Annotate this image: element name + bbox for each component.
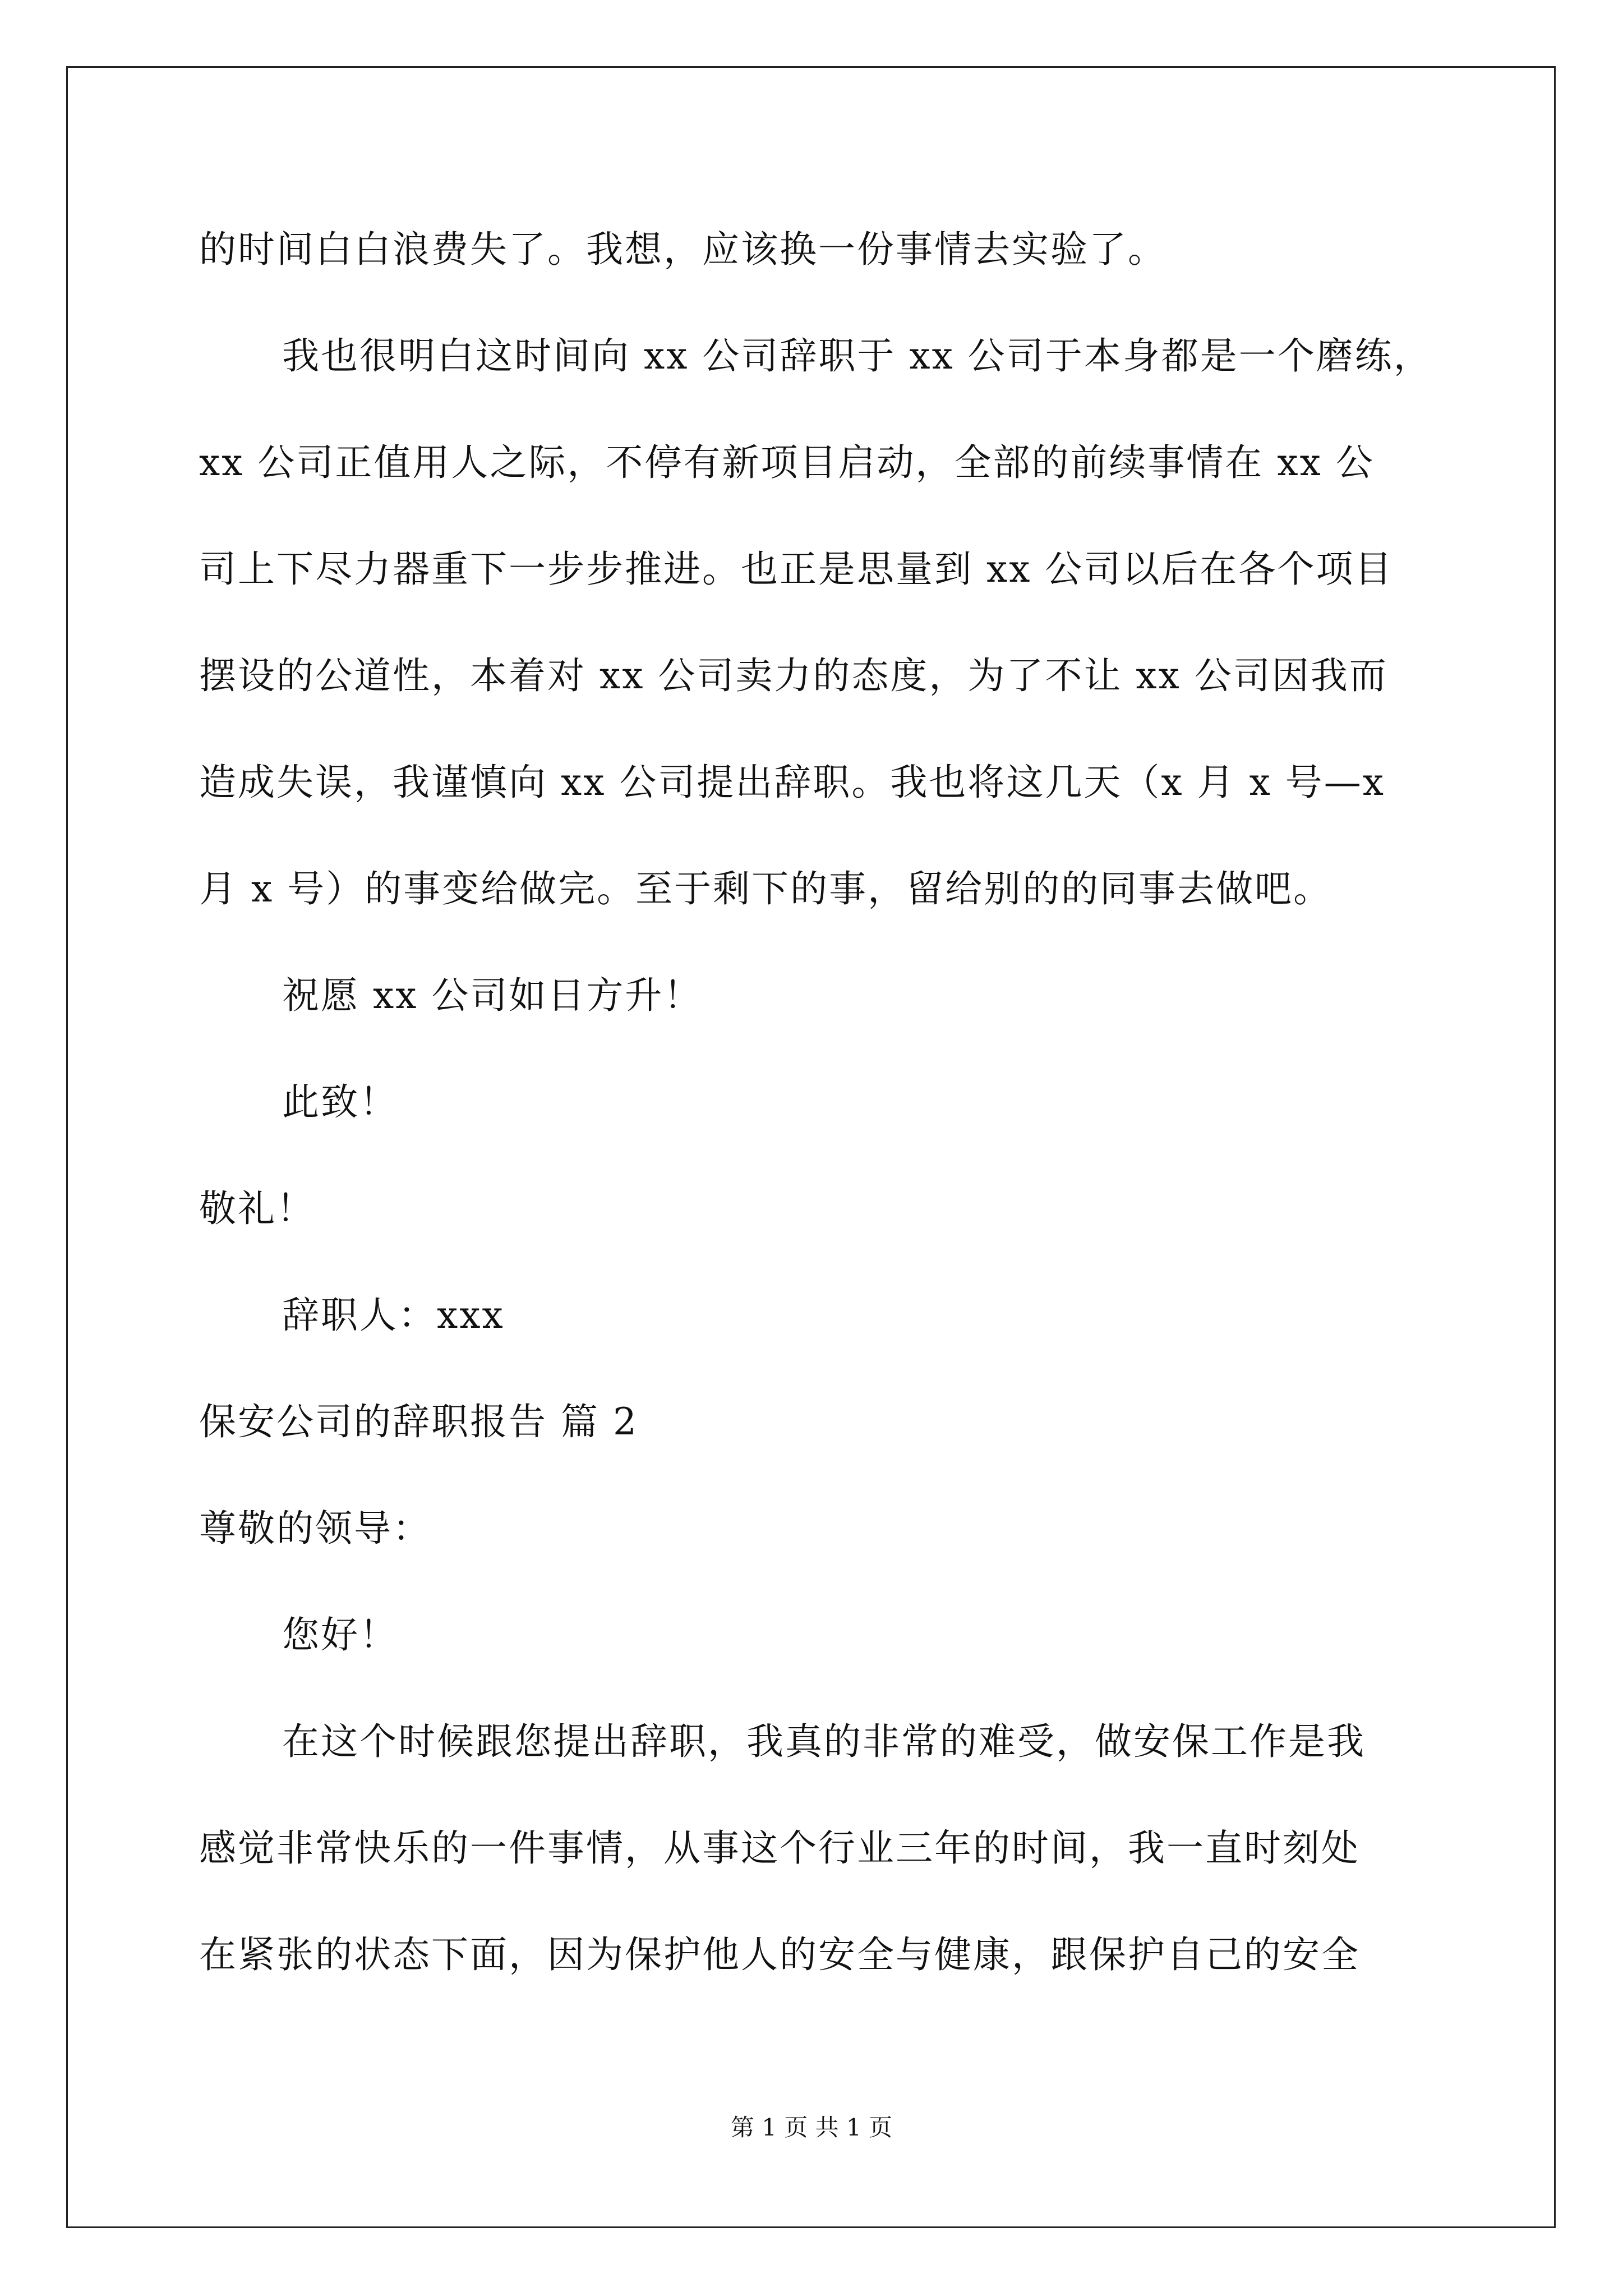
wish-line: 祝愿 xx 公司如日方升！	[282, 974, 703, 1017]
body-line-10: 在紧张的状态下面，因为保护他人的安全与健康，跟保护自己的安全	[199, 1933, 1360, 1976]
body-line-8: 在这个时候跟您提出辞职，我真的非常的难受，做安保工作是我	[282, 1720, 1366, 1763]
body-line-3: xx 公司正值用人之际，不停有新项目启动，全部的前续事情在 xx 公	[199, 441, 1375, 484]
body-line-4: 司上下尽力器重下一步步推进。也正是思量到 xx 公司以后在各个项目	[199, 547, 1394, 591]
signature-line: 辞职人：xxx	[282, 1294, 505, 1337]
greeting-recipient: 尊敬的领导：	[199, 1507, 431, 1550]
section-title: 保安公司的辞职报告 篇 2	[199, 1400, 638, 1443]
body-line-9: 感觉非常快乐的一件事情，从事这个行业三年的时间，我一直时刻处	[199, 1826, 1360, 1870]
page-border	[66, 66, 1556, 2228]
body-line-1: 的时间白白浪费失了。我想，应该换一份事情去实验了。	[199, 228, 1166, 271]
body-line-2: 我也很明白这时间向 xx 公司辞职于 xx 公司于本身都是一个磨练，	[282, 334, 1432, 378]
closing-regards: 敬礼！	[199, 1187, 315, 1230]
closing-salutation: 此致！	[282, 1080, 398, 1124]
page-footer: 第 1 页 共 1 页	[730, 2114, 893, 2141]
body-line-6: 造成失误，我谨慎向 xx 公司提出辞职。我也将这几天（x 月 x 号—x	[199, 761, 1386, 804]
body-line-7: 月 x 号）的事变给做完。至于剩下的事，留给别的的同事去做吧。	[199, 867, 1332, 910]
body-line-5: 摆设的公道性，本着对 xx 公司卖力的态度，为了不让 xx 公司因我而	[199, 654, 1388, 697]
greeting-hello: 您好！	[282, 1613, 398, 1657]
